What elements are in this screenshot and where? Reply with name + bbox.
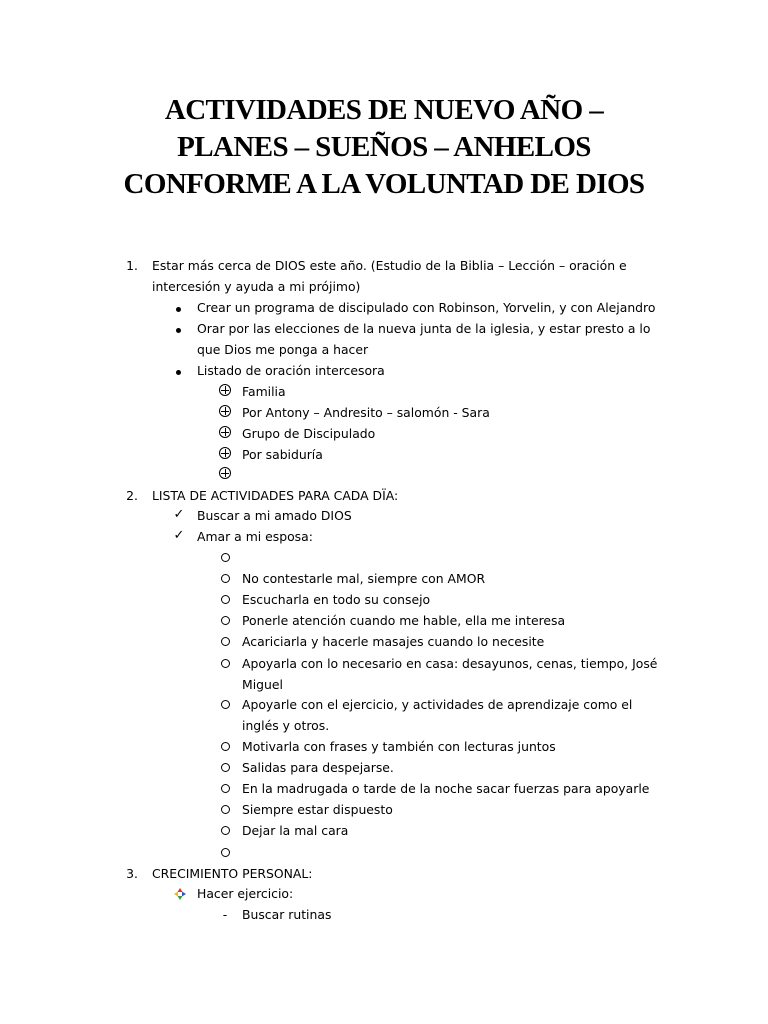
hollow-bullet-icon (220, 613, 230, 629)
list-item: Grupo de Discipulado (242, 426, 376, 441)
list-item-text: Estar más cerca de DIOS este año. (Estudio de la Biblia – Lección – oración e (152, 258, 627, 273)
circled-plus-icon (219, 447, 231, 463)
section-heading: LISTA DE ACTIVIDADES PARA CADA DÏA: (152, 488, 399, 503)
hollow-bullet-icon (220, 781, 230, 797)
list-item: Siempre estar dispuesto (242, 802, 393, 817)
hollow-bullet-icon (220, 739, 230, 755)
checkmark-icon: ✓ (173, 507, 185, 522)
hollow-bullet-icon (220, 823, 230, 839)
circled-plus-icon (219, 467, 231, 483)
bullet-icon (174, 321, 182, 337)
hollow-bullet-icon (220, 760, 230, 776)
list-item: Apoyarle con el ejercicio, y actividades de aprendizaje como el (242, 697, 633, 712)
circled-plus-icon (219, 384, 231, 400)
title-line-2: PLANES – SUEÑOS – ANHELOS (177, 131, 591, 163)
list-item: En la madrugada o tarde de la noche sacar fuerzas para apoyarle (242, 781, 650, 796)
list-item: Buscar a mi amado DIOS (197, 508, 352, 523)
list-item: Listado de oración intercesora (197, 363, 385, 378)
section-heading: CRECIMIENTO PERSONAL: (152, 866, 313, 881)
list-item: que Dios me ponga a hacer (197, 342, 369, 357)
list-number: 3. (126, 866, 138, 881)
list-item: No contestarle mal, siempre con AMOR (242, 571, 486, 586)
page-title (60, 92, 708, 203)
list-item: Salidas para despejarse. (242, 760, 394, 775)
list-item: Ponerle atención cuando me hable, ella me interesa (242, 613, 566, 628)
list-item: Motivarla con frases y también con lecturas juntos (242, 739, 556, 754)
list-item: Por sabiduría (242, 447, 323, 462)
list-item-text: intercesión y ayuda a mi prójimo) (152, 279, 361, 294)
bullet-icon (174, 363, 182, 379)
circled-plus-icon (219, 405, 231, 421)
list-number: 1. (126, 258, 138, 273)
list-item: Acariciarla y hacerle masajes cuando lo necesite (242, 634, 545, 649)
list-item: Miguel (242, 677, 283, 692)
hollow-bullet-icon (220, 845, 230, 861)
list-item: Crear un programa de discipulado con Robinson, Yorvelin, y con Alejandro (197, 300, 656, 315)
list-item: Por Antony – Andresito – salomón - Sara (242, 405, 490, 420)
list-item: Familia (242, 384, 286, 399)
hollow-bullet-icon (220, 571, 230, 587)
hollow-bullet-icon (220, 550, 230, 566)
title-line-3: CONFORME A LA VOLUNTAD DE DIOS (123, 168, 645, 200)
list-item: Apoyarla con lo necesario en casa: desayunos, cenas, tiempo, José (242, 656, 658, 671)
four-arrows-bullet-icon (174, 888, 186, 900)
list-item: Hacer ejercicio: (197, 886, 294, 901)
title-line-1: ACTIVIDADES DE NUEVO AÑO – (164, 94, 604, 126)
bullet-icon (174, 300, 182, 316)
list-item: Dejar la mal cara (242, 823, 349, 838)
hollow-bullet-icon (220, 697, 230, 713)
list-item: Escucharla en todo su consejo (242, 592, 431, 607)
list-item: Amar a mi esposa: (197, 529, 313, 544)
list-item: Orar por las elecciones de la nueva junta de la iglesia, y estar presto a lo (197, 321, 651, 336)
circled-plus-icon (219, 426, 231, 442)
hollow-bullet-icon (220, 634, 230, 650)
dash-bullet: - (222, 907, 228, 922)
checkmark-icon: ✓ (173, 528, 185, 543)
list-item: inglés y otros. (242, 718, 330, 733)
hollow-bullet-icon (220, 802, 230, 818)
list-item: Buscar rutinas (242, 907, 332, 922)
hollow-bullet-icon (220, 656, 230, 672)
list-number: 2. (126, 488, 138, 503)
hollow-bullet-icon (220, 592, 230, 608)
